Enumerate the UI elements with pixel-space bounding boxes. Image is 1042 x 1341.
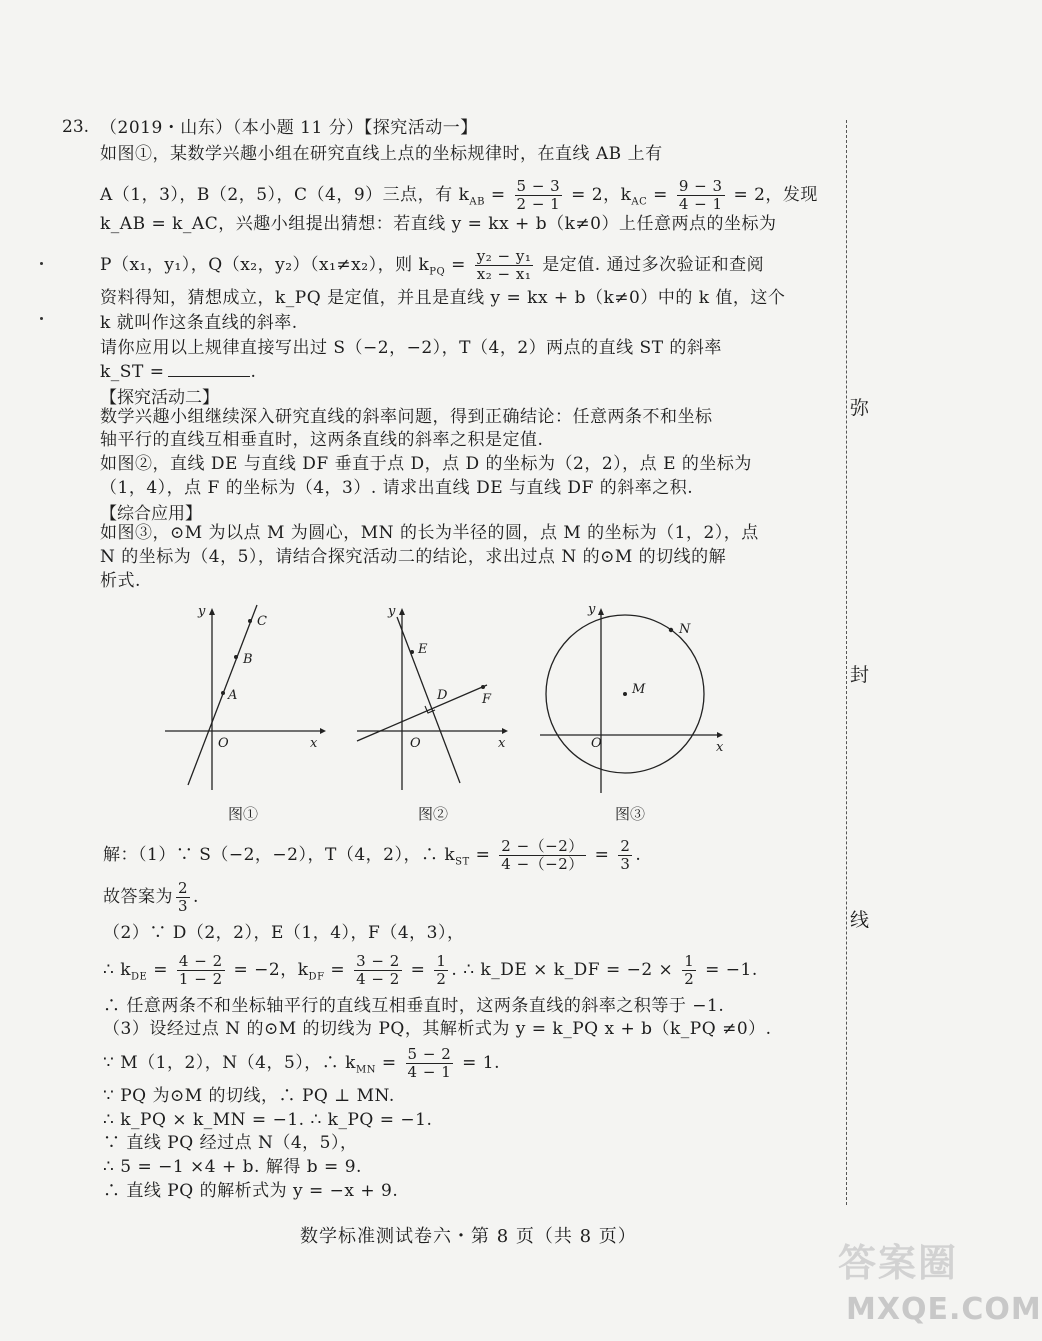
label-y: y xyxy=(198,604,206,619)
line-df xyxy=(357,685,487,741)
label-a: A xyxy=(228,688,238,703)
solution-line12: ∴ 直线 PQ 的解析式为 y = −x + 9. xyxy=(103,1181,399,1201)
p3-line3: 析式. xyxy=(100,571,141,591)
figure-3 xyxy=(540,595,730,795)
p2-line4: （1，4），点 F 的坐标为（4，3）. 请求出直线 DE 与直线 DF 的斜率之积. xyxy=(100,478,694,498)
line-ab xyxy=(188,605,257,785)
solution-line10: ∵ 直线 PQ 经过点 N（4，5）， xyxy=(103,1133,358,1153)
x-axis-arrow xyxy=(717,732,723,738)
p2-line1: 数学兴趣小组继续深入研究直线的斜率问题，得到正确结论：任意两条不和坐标 xyxy=(100,407,713,427)
label-e: E xyxy=(418,642,428,657)
question-header: （2019・山东）（本小题 11 分）【探究活动一】 xyxy=(100,118,478,138)
fraction: $\frac{9 - 3}{4 - 1}$ xyxy=(678,177,723,213)
point-f xyxy=(481,685,485,689)
fraction: $\frac{5 - 3}{2 - 1}$ xyxy=(516,177,561,213)
y-axis-arrow xyxy=(209,608,215,615)
point-c xyxy=(248,619,252,623)
p1-line1: 如图①，某数学兴趣小组在研究直线上点的坐标规律时，在直线 AB 上有 xyxy=(100,144,663,164)
answer-blank xyxy=(168,362,250,377)
seal-char-3: 线 xyxy=(850,909,870,931)
x-axis-arrow xyxy=(502,728,508,734)
watermark-logo: 答案圈 xyxy=(838,1241,959,1285)
p3-line2: N 的坐标为（4，5），请结合探究活动二的结论，求出过点 N 的⊙M 的切线的解 xyxy=(100,547,727,567)
point-n xyxy=(669,628,673,632)
p1-line3: k_AB = k_AC，兴趣小组提出猜想：若直线 y = kx + b（k≠0）上任意两点的坐标为 xyxy=(100,214,777,234)
label-x: x xyxy=(498,736,506,751)
figure-1-caption: 图① xyxy=(228,805,259,823)
section-title-2: 【探究活动二】 xyxy=(100,388,219,408)
label-d: D xyxy=(437,688,448,703)
label-b: B xyxy=(243,652,253,667)
solution-line8: ∵ PQ 为⊙M 的切线，∴ PQ ⊥ MN. xyxy=(103,1086,395,1106)
margin-dot xyxy=(40,262,43,265)
p1-line4: P（x₁，y₁），Q（x₂，y₂）（x₁≠x₂），则 $k_{PQ}$ = $\frac{\text{y₂ − y₁}}{\text{x₂ − x₁}}$ 是定值. 通过多次验证和查阅 xyxy=(100,247,765,283)
p2-line2: 轴平行的直线互相垂直时，这两条直线的斜率之积是定值. xyxy=(100,430,544,450)
solution-line5: ∴ 任意两条不和坐标轴平行的直线互相垂直时，这两条直线的斜率之积等于 −1. xyxy=(103,996,725,1016)
point-b xyxy=(234,655,238,659)
watermark-site: MXQE.COM xyxy=(846,1292,1042,1327)
solution-line9: ∴ k_PQ × k_MN = −1. ∴ k_PQ = −1. xyxy=(103,1110,433,1130)
question-number: 23. xyxy=(62,117,90,137)
margin-dot xyxy=(40,317,43,320)
figure-1 xyxy=(160,595,330,795)
seal-dashed-line xyxy=(846,120,847,1205)
fraction: $\frac{4 - 2}{1 - 2}$ xyxy=(178,952,223,988)
label-m: M xyxy=(632,682,646,697)
label-n: N xyxy=(679,622,691,637)
point-e xyxy=(410,650,414,654)
seal-char-2: 封 xyxy=(850,664,870,686)
watermark xyxy=(838,1232,1042,1332)
solution-line2: 故答案为 $\frac{2}{3}$ . xyxy=(103,879,199,915)
label-origin: O xyxy=(591,736,602,751)
seal-char-1: 弥 xyxy=(850,397,870,419)
point-m xyxy=(623,692,627,696)
p1-line5: 资料得知，猜想成立，k_PQ 是定值，并且是直线 y = kx + b（k≠0）中的 k 值，这个 xyxy=(100,288,786,308)
fraction: $\frac{1}{2}$ xyxy=(684,952,695,988)
section-title-3: 【综合应用】 xyxy=(100,504,202,524)
figure-2 xyxy=(352,595,522,795)
solution-line11: ∴ 5 = −1 ×4 + b. 解得 b = 9. xyxy=(103,1157,362,1177)
fraction: $\frac{5 - 2}{4 - 1}$ xyxy=(407,1045,452,1081)
p3-line1: 如图③，⊙M 为以点 M 为圆心，MN 的长为半径的圆，点 M 的坐标为（1，2），点 xyxy=(100,523,759,543)
p2-line3: 如图②，直线 DE 与直线 DF 垂直于点 D，点 D 的坐标为（2，2），点 E 的坐标为 xyxy=(100,454,752,474)
figure-2-caption: 图② xyxy=(418,805,449,823)
y-axis-arrow xyxy=(598,608,604,615)
label-c: C xyxy=(257,614,267,629)
solution-line1: 解：（1）∵ S（−2，−2），T（4，2），∴ $k_{ST}$ = $\frac{2 -(-2)}{4 -(-2)}$ = $\frac{2}{3}$ . xyxy=(103,837,642,873)
page-footer: 数学标准测试卷六・第 8 页（共 8 页） xyxy=(300,1226,637,1247)
fraction: $\frac{1}{2}$ xyxy=(436,952,447,988)
p1-line7: 请你应用以上规律直接写出过 S（−2，−2），T（4，2）两点的直线 ST 的斜率 xyxy=(100,338,722,358)
fraction: $\frac{\text{y₂ − y₁}}{\text{x₂ − x₁}}$ xyxy=(476,247,532,283)
solution-line7: ∵ M（1，2），N（4，5），∴ $k_{MN}$ = $\frac{5 - 2}{4 - 1}$ = 1. xyxy=(103,1045,501,1081)
label-f: F xyxy=(482,692,492,707)
label-x: x xyxy=(716,740,724,755)
label-origin: O xyxy=(410,736,421,751)
figure-3-caption: 图③ xyxy=(615,805,646,823)
fraction: $\frac{3 - 2}{4 - 2}$ xyxy=(356,952,400,988)
x-axis-arrow xyxy=(320,728,326,734)
solution-line3: （2）∵ D（2，2），E（1，4），F（4，3）， xyxy=(103,923,465,943)
p1-line8: k_ST = . xyxy=(100,362,257,382)
label-y: y xyxy=(588,602,596,617)
fraction: $\frac{2}{3}$ xyxy=(620,837,631,873)
fraction: $\frac{2}{3}$ xyxy=(178,879,189,915)
label-x: x xyxy=(310,736,318,751)
label-y: y xyxy=(388,604,396,619)
point-a xyxy=(221,691,225,695)
y-axis-arrow xyxy=(399,608,405,615)
solution-line4: ∴ $k_{DE}$ = $\frac{4 - 2}{1 - 2}$ = −2，$k_{DF}$ = $\frac{3 - 2}{4 - 2}$ = $\frac{1}{2}$ . ∴ k_DE × k_DF = −2 × $\frac{1}{2}$ = −1. xyxy=(103,952,758,988)
p1-line6: k 就叫作这条直线的斜率. xyxy=(100,313,298,333)
fraction: $\frac{2 -(-2)}{4 -(-2)}$ xyxy=(501,837,584,873)
label-origin: O xyxy=(218,736,229,751)
solution-line6: （3）设经过点 N 的⊙M 的切线为 PQ，其解析式为 y = k_PQ x + b（k_PQ ≠0）. xyxy=(103,1019,772,1039)
p1-line2: A（1，3），B（2，5），C（4，9）三点，有 $k_{AB}$ = $\frac{5 - 3}{2 - 1}$ = 2，$k_{AC}$ = $\frac{9 - 3}{4 - 1}$ = 2，发现 xyxy=(100,177,818,213)
